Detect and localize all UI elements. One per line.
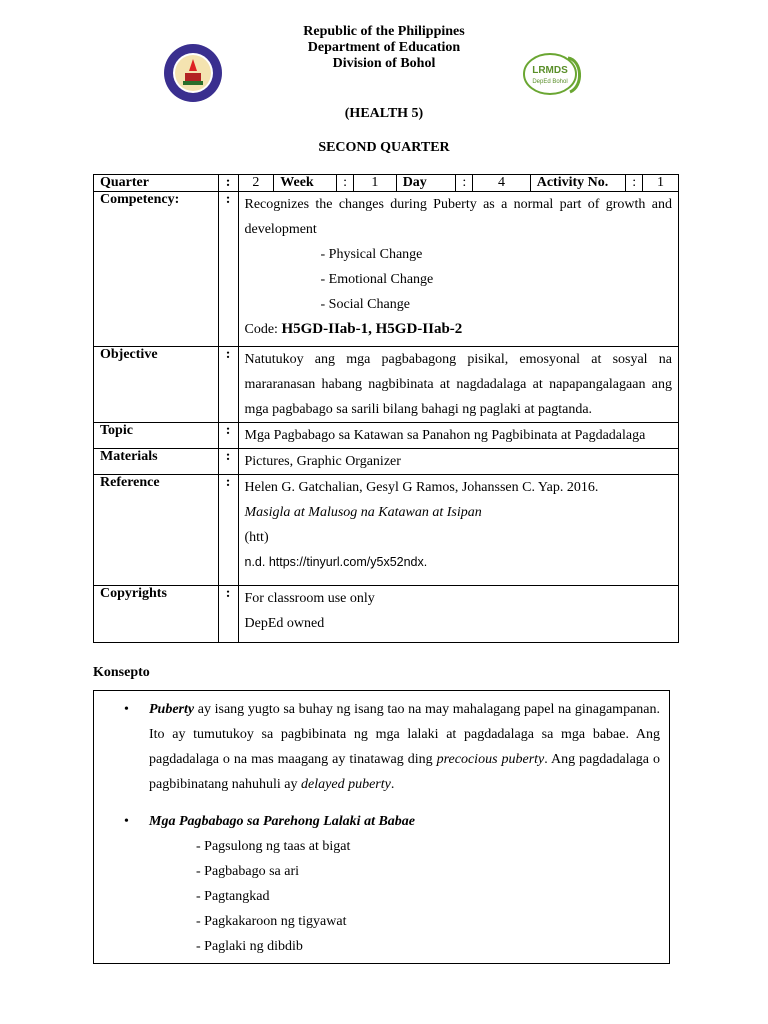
competency-item: - Physical Change [320,247,423,262]
topic-text: Mga Pagbabago sa Katawan sa Panahon ng Pagbibinata at Pagdadalaga [238,423,679,449]
competency-text: Recognizes the changes during Puberty as a normal part of growth and development [244,197,672,237]
puberty-text [124,697,660,797]
reference-htt: (htt) [244,530,269,545]
lrmds-logo-subtext: DepEd Bohol [532,79,568,85]
day-value: 4 [473,175,530,192]
lrmds-logo-text: LRMDS [532,65,568,76]
bullet-dot: • [124,814,129,829]
activity-colon: : [626,175,643,192]
copyrights-line1: For classroom use only [244,591,375,606]
materials-row [94,449,679,475]
materials-colon: : [218,449,238,475]
subject-title: (HEALTH 5) [344,106,424,121]
objective-text: Natutukoy ang mga pagbabagong pisikal, emosyonal at sosyal na mararanasan habang nagbibinata at nagdadalaga at napapangalagaan ang mga pagbabago sa sarili bilang bahagi ng paglaki at pagtanda. [238,347,679,423]
konsepto-heading: Konsepto [93,665,150,680]
puberty-text-b: . Ang pagdadalaga o pagbibinatang nahuhuli ay [149,752,660,792]
objective-colon: : [218,347,238,423]
changes-heading: Mga Pagbabago sa Parehong Lalaki at Babae [149,814,416,829]
list-item: - Paglaki ng dibdib [196,939,303,954]
puberty-text-a: ay isang yugto sa buhay ng isang tao na may mahalagang papel na ginagampanan. Ito ay tumutukoy sa pagbibinata ng mga lalaki at pagdadalaga sa mga babae. Ang pagdadalaga o na mas maagang ay tinatawag ding [149,702,660,767]
reference-authors: Helen G. Gatchalian, Gesyl G Ramos, Johanssen C. Yap. 2016. [244,480,599,495]
day-label: Day [396,175,456,192]
competency-colon: : [218,192,238,347]
materials-text: Pictures, Graphic Organizer [238,449,679,475]
code-label: Code: [244,322,282,337]
reference-url: n.d. https://tinyurl.com/y5x52ndx. [244,555,428,569]
copyrights-content [238,586,679,643]
day-colon: : [456,175,473,192]
copyrights-line2: DepEd owned [244,616,325,631]
reference-row [94,475,679,586]
activity-value: 1 [643,175,679,192]
header-republic: Republic of the Philippines [303,24,465,39]
puberty-term: Puberty [149,702,195,717]
list-item: - Pagtangkad [196,889,270,904]
precocious-term: precocious puberty [436,752,545,767]
reference-content [238,475,679,586]
reference-title: Masigla at Malusog na Katawan at Isipan [244,505,482,520]
topic-colon: : [218,423,238,449]
puberty-text-c: . [390,777,395,792]
changes-section [124,809,660,959]
list-item: - Pagkakaroon ng tigyawat [196,914,347,929]
quarter-label: Quarter [94,175,219,192]
objective-label: Objective [94,347,219,423]
competency-item: - Emotional Change [320,272,434,287]
topic-row [94,423,679,449]
week-label: Week [274,175,337,192]
lesson-info-table [93,174,679,643]
bullet-dot: • [124,702,129,717]
quarter-title: SECOND QUARTER [318,140,450,155]
competency-label: Competency: [94,192,219,347]
list-item: - Pagsulong ng taas at bigat [196,839,351,854]
competency-content [238,192,679,347]
copyrights-row [94,586,679,643]
copyrights-label: Copyrights [94,586,219,643]
puberty-paragraph [124,697,660,797]
quarter-value: 2 [238,175,274,192]
meta-row [94,175,679,192]
objective-row [94,347,679,423]
materials-label: Materials [94,449,219,475]
topic-label: Topic [94,423,219,449]
list-item: - Pagbabago sa ari [196,864,300,879]
reference-label: Reference [94,475,219,586]
activity-label: Activity No. [530,175,626,192]
header-division: Division of Bohol [332,56,436,71]
header-department: Department of Education [307,40,461,55]
lrmds-logo [520,50,590,98]
week-value: 1 [354,175,397,192]
reference-colon: : [218,475,238,586]
document-header [0,24,768,72]
competency-row [94,192,679,347]
delayed-term: delayed puberty [301,777,391,792]
quarter-colon: : [218,175,238,192]
copyrights-colon: : [218,586,238,643]
competency-item: - Social Change [320,297,410,312]
konsepto-box [93,690,670,964]
code-value: H5GD-IIab-1, H5GD-IIab-2 [281,321,463,337]
deped-seal-logo [163,43,223,103]
week-colon: : [337,175,354,192]
